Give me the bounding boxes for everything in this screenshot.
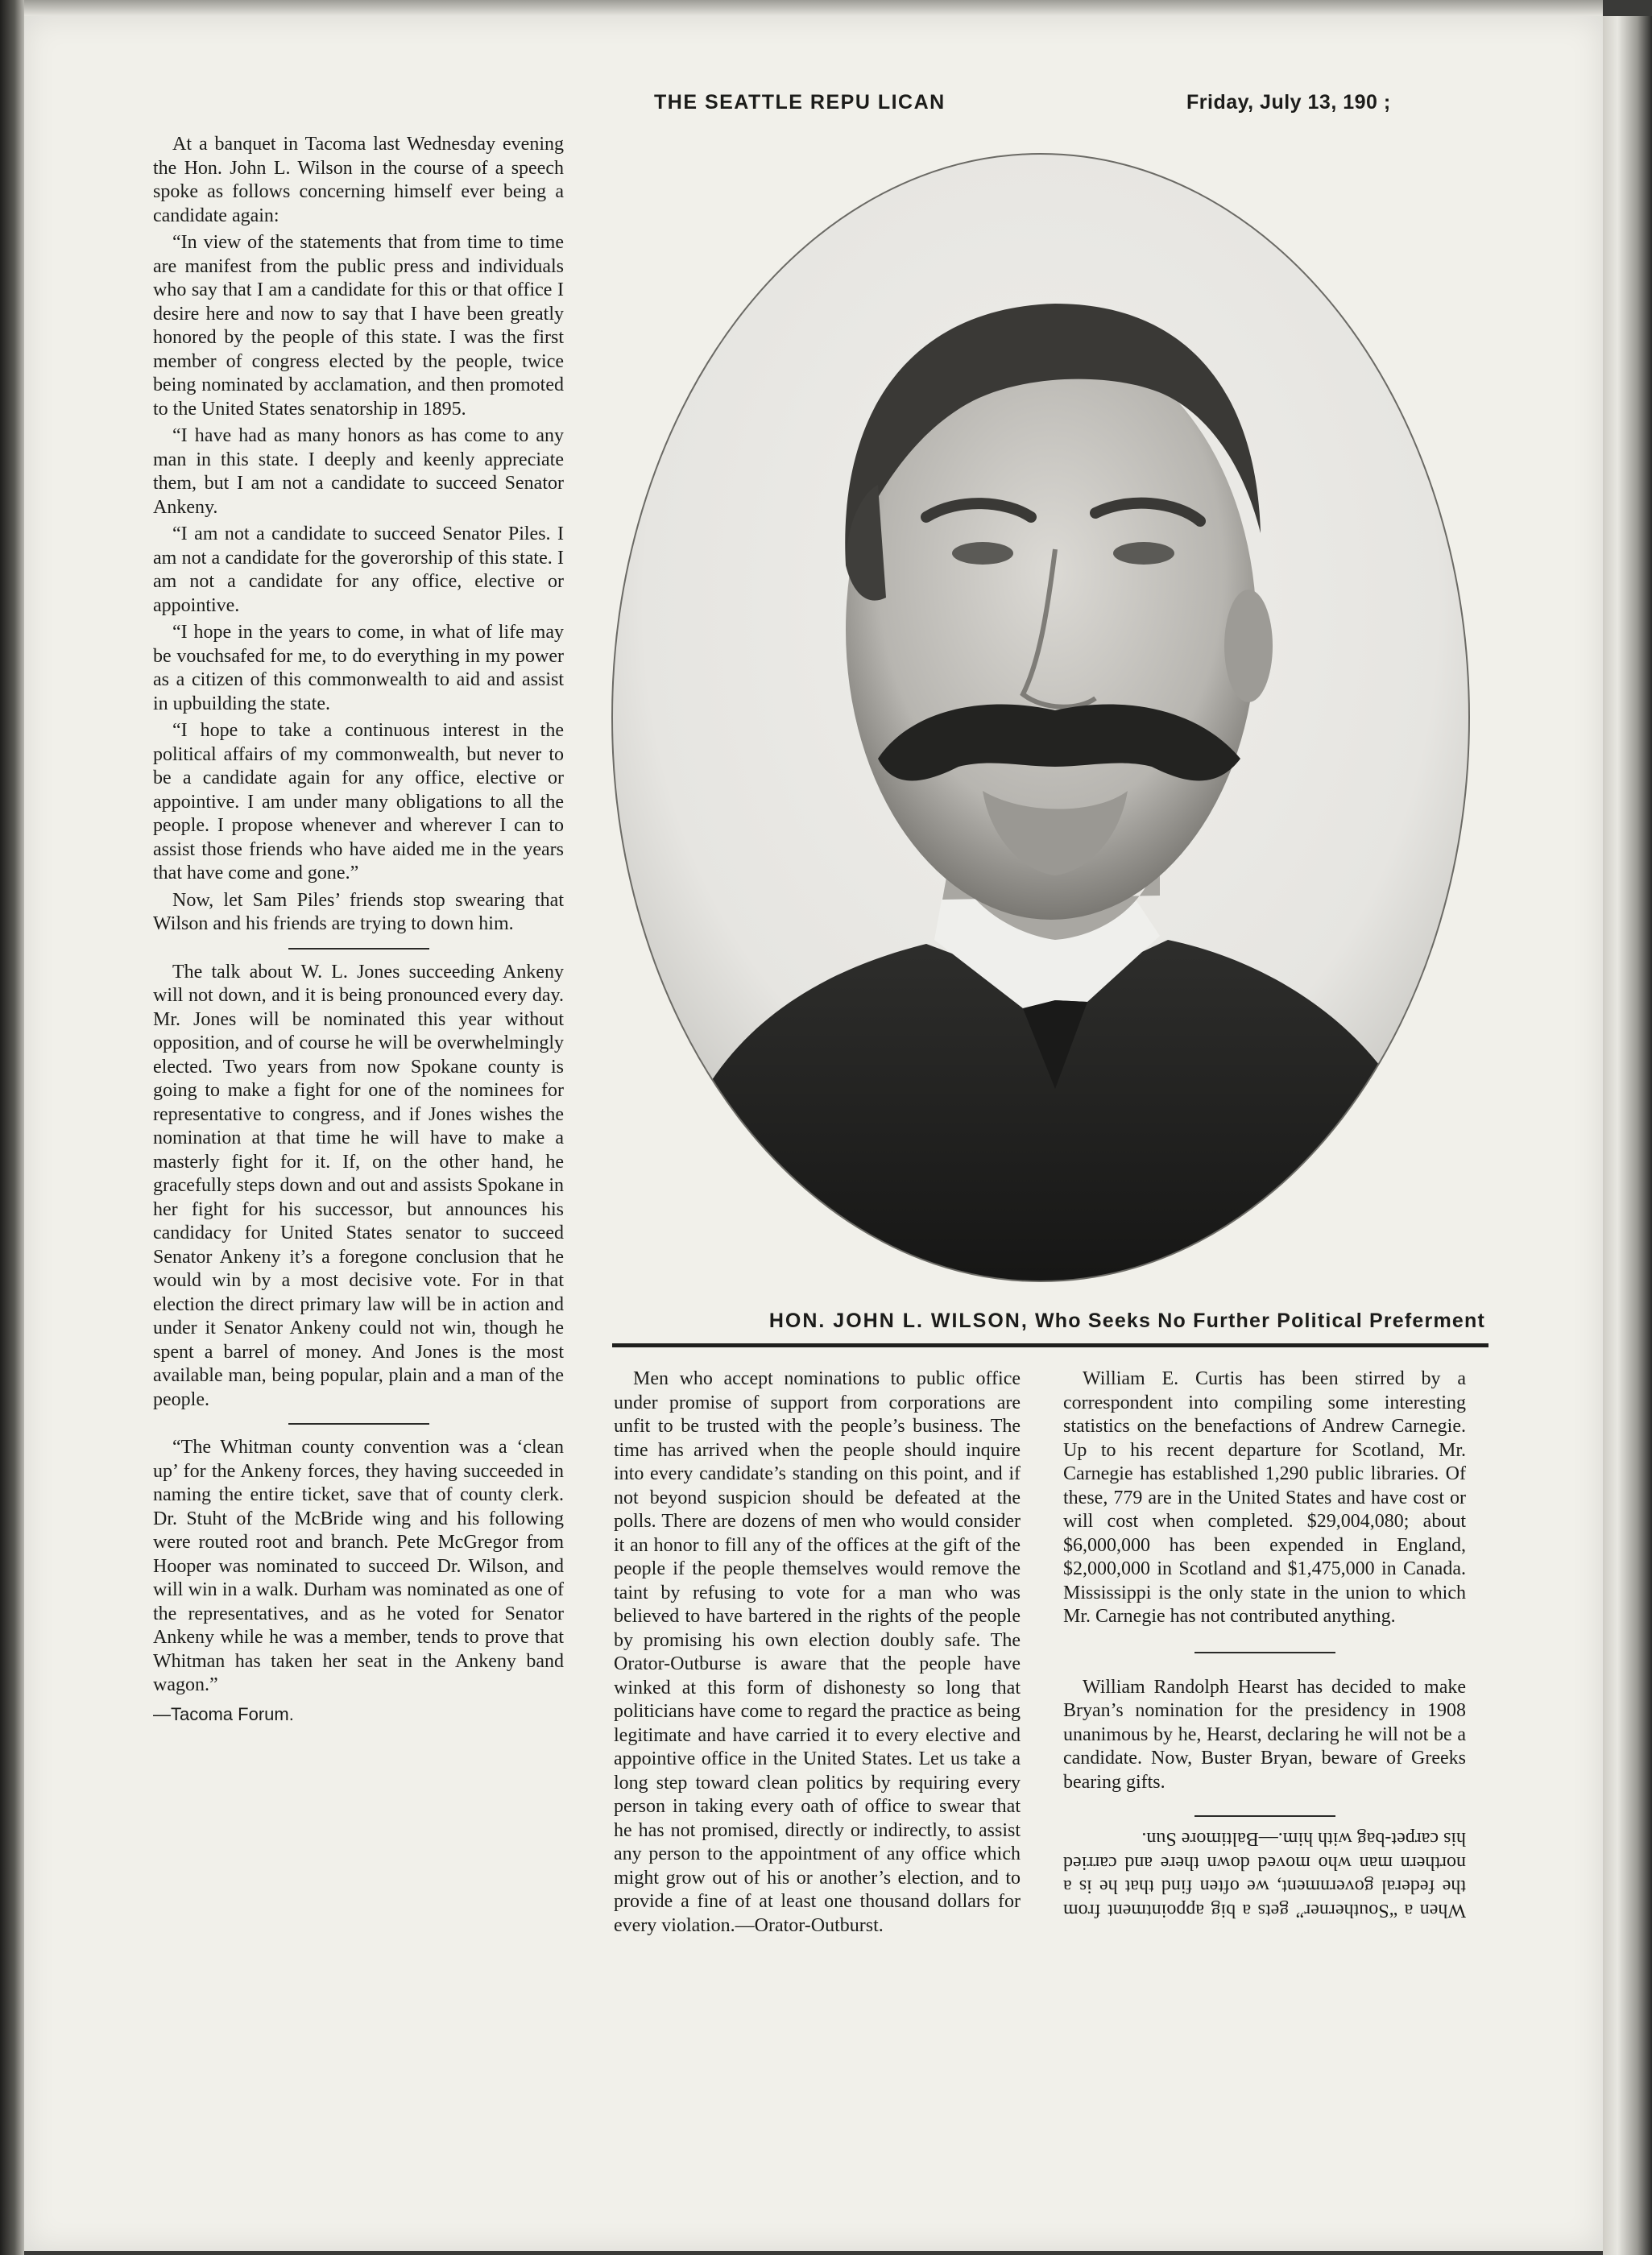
wilson-speech-intro: At a banquet in Tacoma last Wednesday evening the Hon. John L. Wilson in the course of a speech spoke as follows concerning himself ever being a candidate again: <box>153 134 564 226</box>
right-column <box>1063 1367 1466 1925</box>
carnegie-article: William E. Curtis has been stirred by a correspondent into compiling some interesting statistics on the benefactions of Andrew Carnegie. Up to his recent departure for Scotland, Mr. Carnegie has established 1,290 public libraries. Of these, 779 are in the United States and have cost or will cost when completed. $29,004,080; about $6,000,000 has been expended in England, $2,000,000 in Scotland and $1,475,000 in Canada. Mississippi is the only state in the union to which Mr. Carnegie has not contributed anything. <box>1063 1368 1466 1627</box>
wilson-speech-paragraph: “I hope in the years to come, in what of life may be vouchsafed for me, to do everything in my power as a citizen of this commonwealth to aid and assist in upbuilding the state. <box>153 622 564 714</box>
section-divider <box>1194 1815 1335 1817</box>
book-spine <box>0 0 24 2255</box>
portrait-caption <box>606 1310 1485 1333</box>
wilson-speech-paragraph: “I have had as many honors as has come to any man in this state. I deeply and keenly appreciate them, but I am not a candidate to succeed Senator Ankeny. <box>153 425 564 518</box>
masthead: THE SEATTLE REPU LICAN <box>654 91 946 114</box>
jones-article: The talk about W. L. Jones succeeding Ankeny will not down, and it is being pronounced every day. Mr. Jones will be nominated this year without opposition, and of course he will be overwhelmingly elected. Two years from now Spokane county is going to make a fight for one of the nominees for representative to congress, and if Jones wishes the nomination at that time he will have to make a masterly fight for it. If, on the other hand, he gracefully steps down and out and assists Spokane in her fight for his successor, but announces his candidacy for United States senator to succeed Senator Ankeny it’s a foregone conclusion that he would win by a most decisive vote. For in that election the direct primary law will be in action and under it Senator Ankeny could not win, though he spent a barrel of money. And Jones is the most available man, being popular, plain and a man of the people. <box>153 961 564 1410</box>
hearst-article: William Randolph Hearst has decided to make Bryan’s nomination for the presidency in 1908 unanimous by he, Hearst, declaring he will not be a candidate. Now, Buster Bryan, beware of Greeks bearing gifts. <box>1063 1676 1466 1793</box>
inverted-article <box>1063 1827 1466 1922</box>
caption-rule <box>612 1343 1488 1347</box>
caption-text: Who Seeks No Further Political Preferment <box>1034 1310 1485 1332</box>
southerner-article: When a “Southerner” gets a big appointment from the federal government, we often find that he is a northern man who moved down there and carried his carpet-bag with him.—Baltimore Sun. <box>1063 1828 1466 1921</box>
whitman-article: “The Whitman county convention was a ‘clean up’ for the Ankeny forces, they having succeeded in naming the entire ticket, save that of county clerk. Dr. Stuht of the McBride wing and his following were routed root and branch. Pete McGregor from Hooper was nominated to succeed Dr. Wilson, and will win in a walk. Durham was nominated as one of the representatives, and as he voted for Senator Ankeny while he was a member, tends to prove that Whitman has taken her seat in the Ankeny band wagon.” <box>153 1437 564 1695</box>
wilson-speech-paragraph: “I am not a candidate to succeed Senator Piles. I am not a candidate for the goverorship of this state. I am not a candidate for any office, elective or appointive. <box>153 523 564 616</box>
wilson-speech-paragraph: “I hope to take a continuous interest in the political affairs of my commonwealth, but never to be a candidate again for any office, elective or appointive. I am under many obligations to all the people. I propose whenever and wherever I can to assist those friends who have aided me in the years that have come and gone.” <box>153 720 564 883</box>
middle-column <box>614 1367 1021 1941</box>
portrait-photo <box>604 147 1478 1289</box>
whitman-source: —Tacoma Forum. <box>153 1703 294 1724</box>
issue-date: Friday, July 13, 190 ; <box>1186 91 1391 114</box>
left-column <box>153 133 564 1729</box>
page-top-edge <box>24 0 1603 16</box>
piles-comment: Now, let Sam Piles’ friends stop swearing that Wilson and his friends are trying to down him. <box>153 889 564 934</box>
section-divider <box>288 1423 429 1425</box>
section-divider <box>288 948 429 950</box>
wilson-speech-paragraph: “In view of the statements that from time to time are manifest from the public press and individuals who say that I am a candidate for this or that office I desire here and now to say that I have been greatly honored by the people of this state. I was the first member of congress elected by the people, twice being nominated by acclamation, and then promoted to the United States senatorship in 1895. <box>153 232 564 420</box>
caption-name: HON. JOHN L. WILSON, <box>768 1310 1029 1332</box>
page-right-edge <box>1603 16 1652 2255</box>
corporations-editorial: Men who accept nominations to public office under promise of support from corporations are unfit to be trusted with the people’s business. The time has arrived when the people should inquire into every candidate’s standing on this point, and if not beyond suspicion should be defeated at the polls. There are dozens of men who would consider it an honor to fill any of the offices at the gift of the people if the people themselves would remove the taint by refusing to vote for a man who was believed to have bartered in the rights of the people by promising his own election doubly safe. The Orator-Outburse is aware that the people have winked at this form of dishonesty so long that politicians have come to regard the practice as being legitimate and have carried it to every elective and appointive office in the United States. Let us take a long step toward clean politics by requiring every person in taking every oath of office to swear that he has not promised, directly or indirectly, to assist any person to the appointment of any office which might grow out of his or another’s election, and to provide a fine of at least one thousand dollars for every violation.—Orator-Outburst. <box>614 1368 1021 1936</box>
section-divider <box>1194 1652 1335 1653</box>
